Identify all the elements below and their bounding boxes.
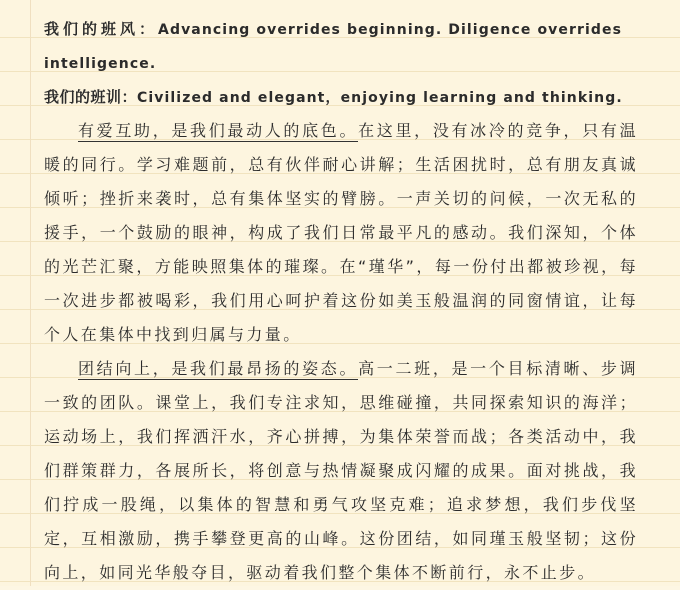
- class-style-label: 我们的班风：: [44, 20, 159, 38]
- paragraph-lead: 有爱互助，是我们最动人的底色。: [78, 121, 359, 140]
- class-style-line: [44, 12, 638, 46]
- paragraph-lead: 团结向上，是我们最昂扬的姿态。: [78, 359, 359, 378]
- class-style-text-cont: intelligence.: [44, 56, 157, 72]
- paragraph-unity: [44, 352, 638, 590]
- class-motto-line: [44, 80, 638, 114]
- class-motto-label: 我们的班训：: [44, 88, 138, 106]
- document-content: [44, 12, 638, 590]
- paragraph-mutual-help: [44, 114, 638, 352]
- paragraph-body: 高一二班，是一个目标清晰、步调一致的团队。课堂上，我们专注求知，思维碰撞，共同探索知识的海洋；运动场上，我们挥洒汗水，齐心拼搏，为集体荣誉而战；各类活动中，我们群策群力，各展所长，将创意与热情凝聚成闪耀的成果。面对挑战，我们拧成一股绳，以集体的智慧和勇气攻坚克难；追求梦想，我们步伐坚定，互相激励，携手攀登更高的山峰。这份团结，如同瑾玉般坚韧；这份向上，如同光华般夺目，驱动着我们整个集体不断前行，永不止步。: [44, 359, 638, 582]
- paragraph-body: 在这里，没有冰冷的竞争，只有温暖的同行。学习难题前，总有伙伴耐心讲解；生活困扰时，总有朋友真诚倾听；挫折来袭时，总有集体坚实的臂膀。一声关切的问候，一次无私的援手，一个鼓励的眼神，构成了我们日常最平凡的感动。我们深知，个体的光芒汇聚，方能映照集体的璀璨。在“瑾华”，每一份付出都被珍视，每一次进步都被喝彩，我们用心呵护着这份如美玉般温润的同窗情谊，让每个人在集体中找到归属与力量。: [44, 121, 638, 344]
- class-style-line-2: [44, 46, 638, 80]
- margin-rule: [30, 0, 31, 586]
- class-motto-text: Civilized and elegant，enjoying learning and thinking.: [137, 90, 623, 106]
- class-style-text: Advancing overrides beginning. Diligence overrides: [158, 22, 623, 38]
